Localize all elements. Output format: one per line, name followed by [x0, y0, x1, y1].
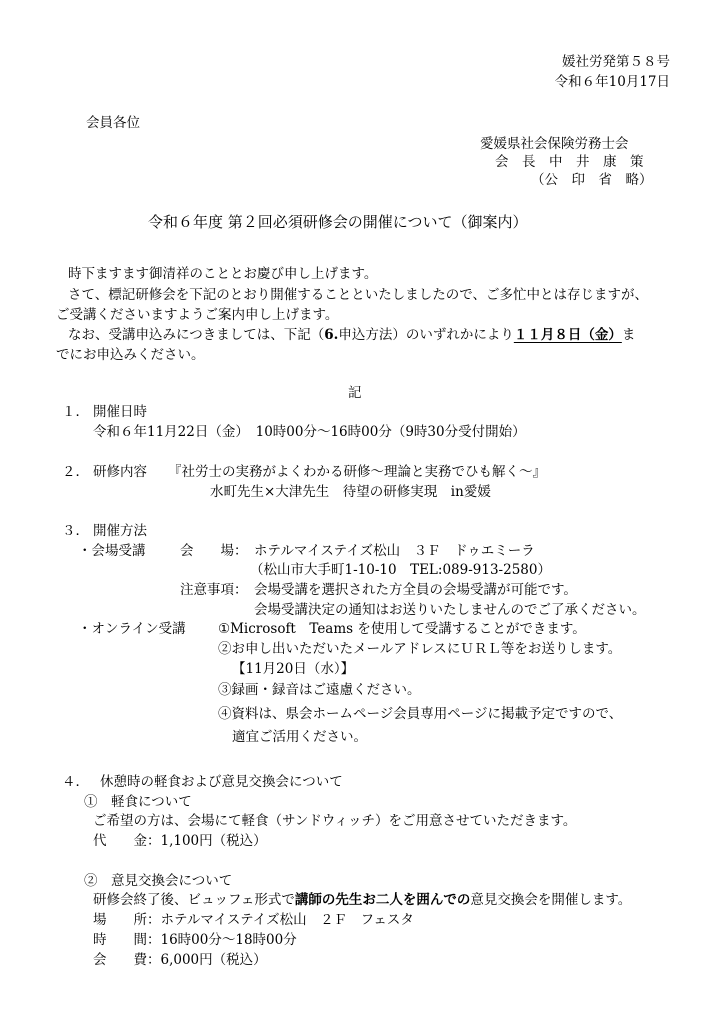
ki-marker: 記 — [348, 385, 362, 401]
intro-p3-text-d: ま — [621, 327, 636, 343]
section-1-datetime: 令和６年11月22日（金） 10時00分～16時00分（9時30分受付開始） — [93, 424, 526, 440]
exchange-meeting-description — [93, 894, 631, 908]
intro-p3-section-ref: 6. — [324, 327, 339, 343]
venue-key: 会 場： — [180, 543, 248, 559]
intro-p3-text-c: 申込方法）のいずれかにより — [338, 327, 514, 343]
online-item-4b: 適宜ご活用ください。 — [232, 729, 367, 745]
notes-line-1: 会場受講を選択された方全員の会場受講が可能です。 — [254, 582, 577, 598]
exchange-meeting-heading: ② 意見交換会について — [84, 873, 233, 889]
document-title: 令和６年度 第２回必須研修会の開催について（御案内） — [148, 213, 528, 231]
online-item-3: ③録画・録音はご遠慮ください。 — [218, 682, 421, 698]
venue-value: ホテルマイステイズ松山 ３Ｆ ドゥエミーラ — [254, 543, 535, 559]
exchange-meeting-place: 場 所：ホテルマイステイズ松山 ２Ｆ フェスタ — [93, 912, 414, 928]
seal-omitted-note: （公 印 省 略） — [531, 172, 653, 188]
light-meal-heading: ① 軽食について — [84, 794, 192, 810]
exchange-desc-c: 意見交換会を開催します。 — [470, 892, 632, 908]
online-item-1: ①Microsoft Teams を使用して受講することができます。 — [218, 621, 586, 637]
section-2-course-subtitle: 水町先生×大津先生 待望の研修実現 in愛媛 — [210, 484, 491, 500]
section-4-heading: 休憩時の軽食および意見交換会について — [100, 774, 343, 790]
section-2-course-title: 『社労士の実務がよくわかる研修～理論と実務でひも解く～』 — [168, 464, 546, 480]
section-1-heading: 開催日時 — [93, 404, 147, 420]
section-2-heading: 研修内容 — [93, 464, 147, 480]
intro-paragraph-2a: さて、標記研修会を下記のとおり開催することといたしましたので、ご多忙中とは存じますが、 — [68, 287, 648, 303]
notes-key: 注意事項： — [180, 582, 248, 598]
exchange-meeting-time: 時 間：16時00分～18時00分 — [93, 932, 297, 948]
online-attendance-label: ・オンライン受講 — [78, 621, 186, 637]
light-meal-description: ご希望の方は、会場にて軽食（サンドウィッチ）をご用意させていただきます。 — [93, 813, 577, 829]
exchange-desc-a: 研修会終了後、ビュッフェ形式で — [93, 892, 295, 908]
intro-paragraph-1: 時下ますます御清祥のこととお慶び申し上げます。 — [68, 266, 378, 282]
exchange-desc-highlight: 講師の先生お二人を囲んでの — [294, 892, 471, 908]
intro-paragraph-2b: ご受講くださいますようご案内申し上げます。 — [56, 307, 339, 323]
exchange-meeting-fee: 会 費：6,000円（税込） — [93, 952, 267, 968]
section-4-number: ４． — [62, 774, 89, 790]
application-deadline: １１月８日（金） — [513, 327, 622, 343]
recipient: 会員各位 — [86, 115, 140, 131]
light-meal-price: 代 金：1,100円（税込） — [93, 833, 267, 849]
intro-paragraph-3a — [68, 329, 635, 343]
venue-address: （松山市大手町1-10-10 TEL:089-913-2580） — [250, 562, 551, 578]
document-number: 媛社労発第５８号 — [562, 54, 670, 70]
sender-organization: 愛媛県社会保険労務士会 — [480, 136, 629, 152]
section-3-number: ３． — [62, 523, 89, 539]
online-item-2-date: 【11月20日（水）】 — [232, 661, 355, 677]
intro-p3-text-a: なお、受講申込みにつきましては、下記（ — [68, 327, 325, 343]
issue-date: 令和６年10月17日 — [554, 74, 670, 90]
notes-line-2: 会場受講決定の通知はお送りいたしませんのでご了承ください。 — [254, 602, 646, 618]
online-item-2: ②お申し出いただいたメールアドレスにＵＲＬ等をお送りします。 — [218, 641, 622, 657]
section-3-heading: 開催方法 — [93, 523, 147, 539]
section-2-number: ２． — [62, 464, 89, 480]
sender-name: 会 長 中 井 康 策 — [495, 154, 644, 170]
intro-paragraph-3b: でにお申込みください。 — [56, 347, 205, 363]
online-item-4a: ④資料は、県会ホームページ会員専用ページに掲載予定ですので、 — [218, 706, 623, 722]
venue-attendance-label: ・会場受講 — [78, 543, 146, 559]
section-1-number: １． — [62, 404, 89, 420]
